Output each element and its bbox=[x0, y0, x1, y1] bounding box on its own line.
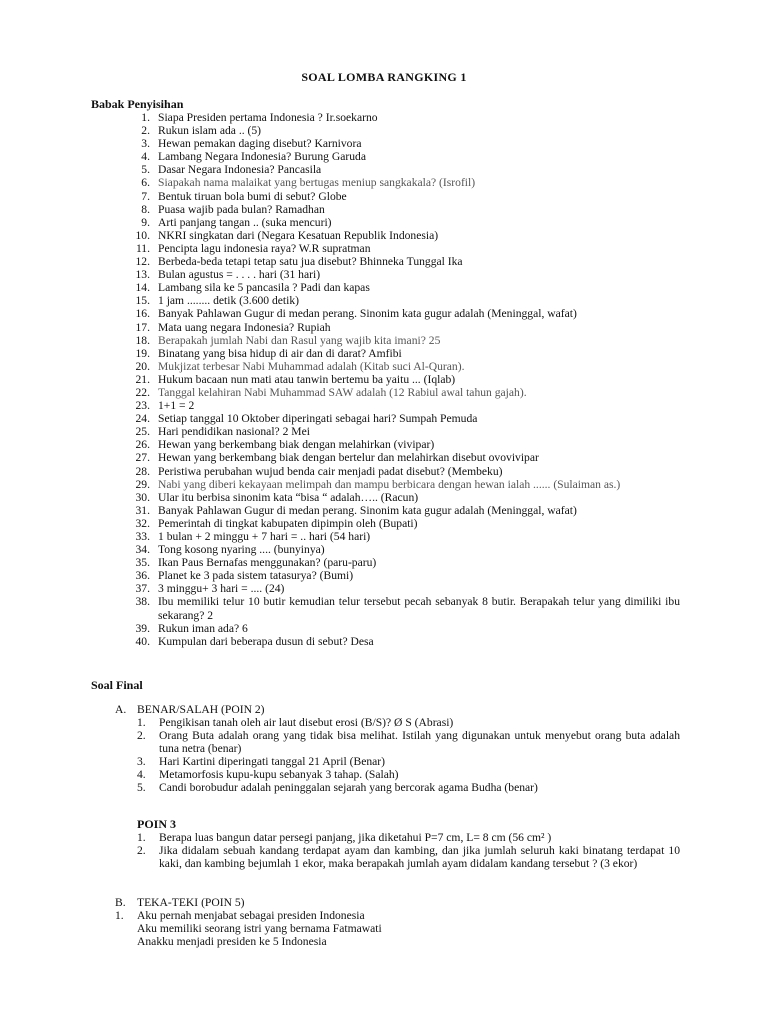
question-text: Arti panjang tangan .. (suka mencuri) bbox=[158, 215, 332, 229]
question-item bbox=[115, 635, 680, 648]
question-number: 1. bbox=[141, 111, 150, 124]
question-number: 21. bbox=[135, 372, 150, 386]
babak-penyisihan-heading: Babak Penyisihan bbox=[91, 97, 184, 111]
question-number: 20. bbox=[135, 359, 150, 373]
question-item bbox=[115, 281, 680, 294]
question-text: Bulan agustus = . . . . hari (31 hari) bbox=[158, 268, 321, 282]
question-item bbox=[115, 111, 680, 124]
teka-teki-item bbox=[115, 909, 675, 948]
benar-salah-list bbox=[137, 716, 680, 795]
question-item bbox=[115, 190, 680, 203]
final-question-number: 1. bbox=[137, 716, 146, 729]
question-item bbox=[115, 373, 680, 386]
question-number: 29. bbox=[135, 477, 150, 491]
final-question-text: Metamorfosis kupu-kupu sebanyak 3 tahap. (Salah) bbox=[159, 768, 399, 782]
question-item bbox=[115, 360, 680, 373]
question-text: Rukun iman ada? 6 bbox=[158, 621, 248, 635]
question-text: Mata uang negara Indonesia? Rupiah bbox=[158, 320, 331, 334]
question-item bbox=[115, 176, 680, 189]
question-text: Hewan yang berkembang biak dengan melahirkan (vivipar) bbox=[158, 438, 435, 452]
question-text: Kumpulan dari beberapa dusun di sebut? Desa bbox=[158, 634, 374, 648]
question-number: 34. bbox=[135, 543, 150, 557]
final-question-number: 2. bbox=[137, 729, 146, 743]
poin3-heading: POIN 3 bbox=[137, 817, 176, 831]
final-question-number: 3. bbox=[137, 755, 146, 769]
final-question-item bbox=[137, 729, 680, 755]
teka-teki-lines bbox=[137, 909, 382, 948]
question-item bbox=[115, 465, 680, 478]
question-item bbox=[115, 399, 680, 412]
question-number: 7. bbox=[141, 189, 150, 203]
question-number: 5. bbox=[141, 163, 150, 177]
question-text: Bentuk tiruan bola bumi di sebut? Globe bbox=[158, 189, 347, 203]
question-number: 30. bbox=[135, 490, 150, 504]
final-question-text: Hari Kartini diperingati tanggal 21 April (Benar) bbox=[159, 755, 386, 769]
question-number: 22. bbox=[135, 385, 150, 399]
final-question-item bbox=[137, 755, 680, 768]
question-text: Hukum bacaan nun mati atau tanwin bertemu ba yaitu ... (Iqlab) bbox=[158, 372, 456, 386]
question-text: Siapa Presiden pertama Indonesia ? Ir.soekarno bbox=[158, 111, 378, 124]
question-number: 13. bbox=[135, 268, 150, 282]
question-number: 3. bbox=[141, 137, 150, 151]
question-item bbox=[115, 124, 680, 137]
question-text: 3 minggu+ 3 hari = .... (24) bbox=[158, 582, 285, 596]
question-text: 1 bulan + 2 minggu + 7 hari = .. hari (54 hari) bbox=[158, 530, 371, 543]
final-question-item bbox=[137, 781, 680, 794]
question-number: 25. bbox=[135, 425, 150, 439]
teka-teki-line: Anakku menjadi presiden ke 5 Indonesia bbox=[137, 935, 327, 949]
question-number: 38. bbox=[135, 595, 150, 609]
question-item bbox=[115, 229, 680, 242]
question-number: 11. bbox=[135, 241, 150, 255]
question-text: Hari pendidikan nasional? 2 Mei bbox=[158, 425, 310, 439]
final-question-text: Candi borobudur adalah peninggalan sejarah yang bercorak agama Budha (benar) bbox=[159, 781, 538, 795]
question-text: Nabi yang diberi kekayaan melimpah dan mampu berbicara dengan hewan ialah ...... (Sulaiman as.) bbox=[158, 477, 621, 491]
question-text: NKRI singkatan dari (Negara Kesatuan Republik Indonesia) bbox=[158, 228, 439, 242]
question-item bbox=[115, 347, 680, 360]
question-item bbox=[115, 569, 680, 582]
teka-teki-line: Aku pernah menjabat sebagai presiden Indonesia bbox=[137, 909, 365, 922]
question-item bbox=[115, 307, 680, 320]
question-number: 9. bbox=[141, 215, 150, 229]
question-text: Ikan Paus Bernafas menggunakan? (paru-paru) bbox=[158, 556, 377, 570]
question-number: 18. bbox=[135, 333, 150, 347]
question-number: 33. bbox=[135, 530, 150, 543]
question-text: Lambang sila ke 5 pancasila ? Padi dan kapas bbox=[158, 281, 370, 295]
question-text: Hewan pemakan daging disebut? Karnivora bbox=[158, 137, 362, 151]
question-item bbox=[115, 543, 680, 556]
question-number: 17. bbox=[135, 320, 150, 334]
question-item bbox=[115, 438, 680, 451]
question-text: 1 jam ........ detik (3.600 detik) bbox=[158, 294, 300, 308]
page-title: SOAL LOMBA RANGKING 1 bbox=[301, 70, 467, 84]
question-item bbox=[115, 582, 680, 595]
final-question-number: 2. bbox=[137, 844, 146, 858]
teka-teki-block bbox=[115, 909, 675, 948]
question-text: Planet ke 3 pada sistem tatasurya? (Bumi) bbox=[158, 569, 354, 583]
babak-question-list bbox=[115, 111, 680, 648]
question-item bbox=[115, 137, 680, 150]
question-text: Siapakah nama malaikat yang bertugas meniup sangkakala? (Isrofil) bbox=[158, 176, 476, 190]
section-a-letter: A. bbox=[115, 703, 127, 716]
teka-teki-line: Aku memiliki seorang istri yang bernama Fatmawati bbox=[137, 922, 382, 936]
question-number: 10. bbox=[135, 228, 150, 242]
question-text: Setiap tanggal 10 Oktober diperingati sebagai hari? Sumpah Pemuda bbox=[158, 412, 478, 426]
question-number: 27. bbox=[135, 451, 150, 465]
question-number: 36. bbox=[135, 569, 150, 583]
question-text: Binatang yang bisa hidup di air dan di darat? Amfibi bbox=[158, 346, 402, 360]
question-item bbox=[115, 451, 680, 464]
question-number: 8. bbox=[141, 202, 150, 216]
question-item bbox=[115, 517, 680, 530]
question-text: Mukjizat terbesar Nabi Muhammad adalah (Kitab suci Al-Quran). bbox=[158, 359, 465, 373]
question-item bbox=[115, 334, 680, 347]
question-text: Peristiwa perubahan wujud benda cair menjadi padat disebut? (Membeku) bbox=[158, 464, 503, 478]
final-question-number: 4. bbox=[137, 768, 146, 782]
question-item bbox=[115, 556, 680, 569]
question-text: Berapakah jumlah Nabi dan Rasul yang wajib kita imani? 25 bbox=[158, 333, 441, 347]
question-item bbox=[115, 255, 680, 268]
question-number: 4. bbox=[141, 150, 150, 164]
question-item bbox=[115, 203, 680, 216]
question-text: Pemerintah di tingkat kabupaten dipimpin oleh (Bupati) bbox=[158, 516, 418, 530]
question-number: 12. bbox=[135, 255, 150, 269]
question-item bbox=[115, 425, 680, 438]
question-text: Ular itu berbisa sinonim kata “bisa “ adalah….. (Racun) bbox=[158, 490, 419, 504]
question-item bbox=[115, 504, 680, 517]
question-item bbox=[115, 386, 680, 399]
question-item bbox=[115, 478, 680, 491]
question-number: 32. bbox=[135, 516, 150, 530]
question-text: 1+1 = 2 bbox=[158, 399, 195, 413]
question-item bbox=[115, 150, 680, 163]
question-text: Berbeda-beda tetapi tetap satu jua disebut? Bhinneka Tunggal Ika bbox=[158, 255, 463, 269]
final-question-text: Berapa luas bangun datar persegi panjang, jika diketahui P=7 cm, L= 8 cm (56 cm² ) bbox=[159, 831, 552, 844]
question-number: 40. bbox=[135, 634, 150, 648]
soal-final-heading: Soal Final bbox=[91, 678, 143, 692]
question-number: 6. bbox=[141, 176, 150, 190]
question-number: 31. bbox=[135, 503, 150, 517]
question-number: 39. bbox=[135, 621, 150, 635]
section-b-title: TEKA-TEKI (POIN 5) bbox=[137, 896, 245, 909]
section-a-title: BENAR/SALAH (POIN 2) bbox=[137, 703, 265, 716]
question-number: 37. bbox=[135, 582, 150, 596]
question-text: Rukun islam ada .. (5) bbox=[158, 124, 262, 138]
question-text: Puasa wajib pada bulan? Ramadhan bbox=[158, 202, 325, 216]
question-number: 15. bbox=[135, 294, 150, 308]
question-item bbox=[115, 412, 680, 425]
final-question-text: Jika didalam sebuah kandang terdapat ayam dan kambing, dan jika jumlah seluruh kaki binatang terdapat 10 kaki, dan kambing bejumlah 1 ekor, maka berapakah jumlah ayam didalam kandang tersebut ? (3 ekor) bbox=[159, 844, 680, 871]
question-number: 23. bbox=[135, 399, 150, 413]
question-item bbox=[115, 622, 680, 635]
question-item bbox=[115, 595, 680, 621]
question-item bbox=[115, 530, 680, 543]
poin3-list bbox=[137, 831, 680, 870]
final-question-item bbox=[137, 831, 680, 844]
section-a-label bbox=[115, 703, 265, 716]
question-number: 14. bbox=[135, 281, 150, 295]
question-number: 16. bbox=[135, 307, 150, 321]
final-question-item bbox=[137, 844, 680, 870]
question-item bbox=[115, 321, 680, 334]
question-text: Dasar Negara Indonesia? Pancasila bbox=[158, 163, 322, 177]
final-question-number: 1. bbox=[137, 831, 146, 844]
final-question-item bbox=[137, 768, 680, 781]
question-item bbox=[115, 242, 680, 255]
question-text: Banyak Pahlawan Gugur di medan perang. Sinonim kata gugur adalah (Meninggal, wafat) bbox=[158, 503, 577, 517]
section-b-label bbox=[115, 896, 245, 909]
question-number: 19. bbox=[135, 346, 150, 360]
question-item bbox=[115, 491, 680, 504]
question-text: Ibu memiliki telur 10 butir kemudian telur tersebut pecah sebanyak 8 butir. Berapakah telur yang dimiliki ibu sekarang? 2 bbox=[158, 595, 680, 622]
question-number: 28. bbox=[135, 464, 150, 478]
question-number: 24. bbox=[135, 412, 150, 426]
question-number: 26. bbox=[135, 438, 150, 452]
final-question-number: 5. bbox=[137, 781, 146, 795]
question-text: Lambang Negara Indonesia? Burung Garuda bbox=[158, 150, 366, 164]
question-item bbox=[115, 294, 680, 307]
question-number: 2. bbox=[141, 124, 150, 138]
teka-teki-number: 1. bbox=[115, 909, 124, 922]
question-item bbox=[115, 216, 680, 229]
question-text: Pencipta lagu indonesia raya? W.R supratman bbox=[158, 241, 371, 255]
question-text: Tanggal kelahiran Nabi Muhammad SAW adalah (12 Rabiul awal tahun gajah). bbox=[158, 385, 527, 399]
final-question-text: Orang Buta adalah orang yang tidak bisa melihat. Istilah yang digunakan untuk menyebut orang buta adalah tuna netra (benar) bbox=[159, 729, 680, 756]
question-text: Hewan yang berkembang biak dengan bertelur dan melahirkan disebut ovovivipar bbox=[158, 451, 539, 465]
question-text: Tong kosong nyaring .... (bunyinya) bbox=[158, 543, 325, 557]
section-b-letter: B. bbox=[115, 896, 126, 909]
question-number: 35. bbox=[135, 556, 150, 570]
question-item bbox=[115, 163, 680, 176]
question-text: Banyak Pahlawan Gugur di medan perang. Sinonim kata gugur adalah (Meninggal, wafat) bbox=[158, 307, 577, 321]
final-question-text: Pengikisan tanah oleh air laut disebut erosi (B/S)? Ø S (Abrasi) bbox=[159, 716, 454, 729]
final-question-item bbox=[137, 716, 680, 729]
question-item bbox=[115, 268, 680, 281]
